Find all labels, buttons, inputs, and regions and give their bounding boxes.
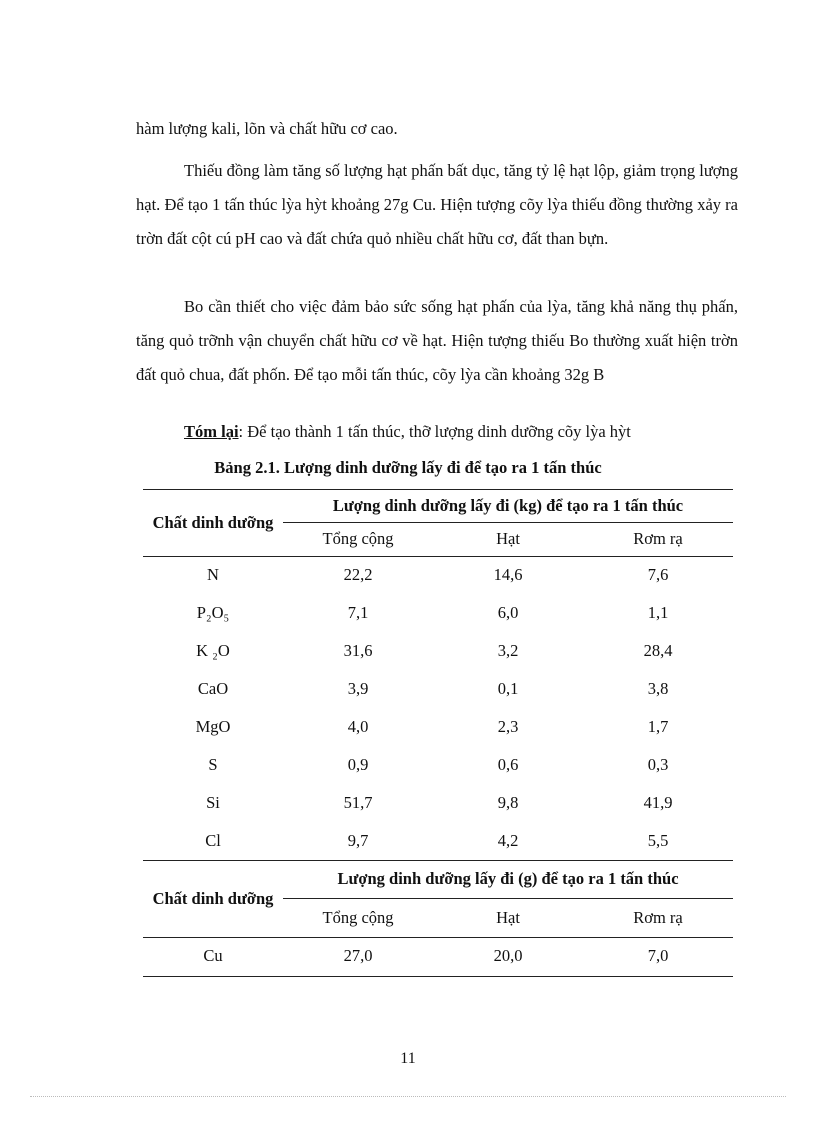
nutrient-table-kg: [143, 489, 733, 860]
cell: N: [207, 565, 219, 584]
col-header-nutrient: Chất dinh dưỡng: [152, 889, 274, 908]
cell: 0,3: [647, 755, 669, 774]
col-header-span-g: Lượng dinh dưỡng lấy đi (g) để tạo ra 1 tấn thúc: [337, 869, 679, 888]
table-row: [143, 556, 733, 594]
footer-divider: [30, 1096, 786, 1097]
col-header-total: Tổng cộng: [322, 529, 394, 548]
cell: 41,9: [643, 793, 673, 812]
cell: 7,6: [647, 565, 669, 584]
table-caption: Bảng 2.1. Lượng dinh dưỡng lấy đi để tạo ra 1 tấn thúc: [214, 458, 602, 477]
cell: 0,6: [497, 755, 519, 774]
cell: 4,2: [497, 831, 519, 850]
summary-text: : Để tạo thành 1 tấn thúc, thỡ lượng dinh dưỡng cõy lỳa hỳt: [238, 422, 631, 441]
cell: MgO: [195, 717, 231, 736]
col-header-straw: Rơm rạ: [633, 529, 683, 548]
col-header-total: Tổng cộng: [322, 907, 394, 927]
cell: Cl: [205, 831, 221, 850]
nutrient-table-g: [143, 860, 733, 975]
table-row: [143, 784, 733, 822]
paragraph-copper: Thiếu đồng làm tăng số lượng hạt phấn bất dục, tăng tỷ lệ hạt lộp, giảm trọng lượng hạt. Để tạo 1 tấn thúc lỳa hỳt khoảng 27g Cu. Hiện tượng cõy lỳa thiếu đồng thường xảy ra trờn đất cột cú pH cao và đất chứa quỏ nhiều chất hữu cơ, đất than bựn.: [136, 161, 738, 248]
cell: 20,0: [493, 946, 523, 965]
page-number: 11: [400, 1050, 416, 1067]
table-row: [143, 632, 733, 670]
cell: Si: [206, 793, 220, 812]
cell: 5,5: [647, 831, 669, 850]
paragraph-continuation: hàm lượng kali, lõn và chất hữu cơ cao.: [136, 119, 398, 138]
cell: 6,0: [497, 603, 519, 622]
table-row: [143, 594, 733, 632]
cell: 28,4: [643, 641, 673, 660]
cell: 1,7: [647, 717, 669, 736]
col-header-straw: Rơm rạ: [633, 907, 683, 927]
cell: CaO: [197, 679, 229, 698]
cell: 4,0: [347, 717, 369, 736]
cell: P₂O₅: [196, 603, 230, 622]
table-row: [143, 937, 733, 975]
cell: 14,6: [493, 565, 523, 584]
cell: 7,1: [347, 603, 369, 622]
table2-bottom-rule: [143, 976, 733, 977]
cell: 0,9: [347, 755, 369, 774]
col-header-grain: Hạt: [496, 529, 520, 548]
cell: 3,8: [647, 679, 669, 698]
cell: 3,2: [497, 641, 519, 660]
table-row: [143, 746, 733, 784]
summary-line: [184, 422, 631, 442]
cell: 22,2: [343, 565, 373, 584]
cell: 9,7: [347, 831, 369, 850]
table-row: [143, 670, 733, 708]
cell: 2,3: [497, 717, 519, 736]
col-header-grain: Hạt: [496, 907, 520, 927]
cell: 27,0: [343, 946, 373, 965]
cell: Cu: [203, 946, 223, 965]
cell: 31,6: [343, 641, 373, 660]
cell: K ₂O: [196, 641, 230, 660]
cell: 51,7: [343, 793, 373, 812]
paragraph-boron: Bo cần thiết cho việc đảm bảo sức sống hạt phấn của lỳa, tăng khả năng thụ phấn, tăng quỏ trỡnh vận chuyển chất hữu cơ về hạt. Hiện tượng thiếu Bo thường xuất hiện trờn đất quỏ chua, đất phốn. Để tạo mỗi tấn thúc, cõy lỳa cần khoảng 32g B: [136, 297, 738, 384]
col-header-nutrient: Chất dinh dưỡng: [152, 513, 274, 532]
cell: 9,8: [497, 793, 519, 812]
cell: 3,9: [347, 679, 369, 698]
table-row: [143, 822, 733, 860]
table-row: [143, 708, 733, 746]
cell: S: [208, 755, 218, 774]
cell: 1,1: [647, 603, 669, 622]
cell: 0,1: [497, 679, 519, 698]
cell: 7,0: [647, 946, 669, 965]
summary-label: Tóm lại: [184, 422, 239, 441]
col-header-span-kg: Lượng dinh dưỡng lấy đi (kg) để tạo ra 1 tấn thúc: [332, 495, 684, 515]
